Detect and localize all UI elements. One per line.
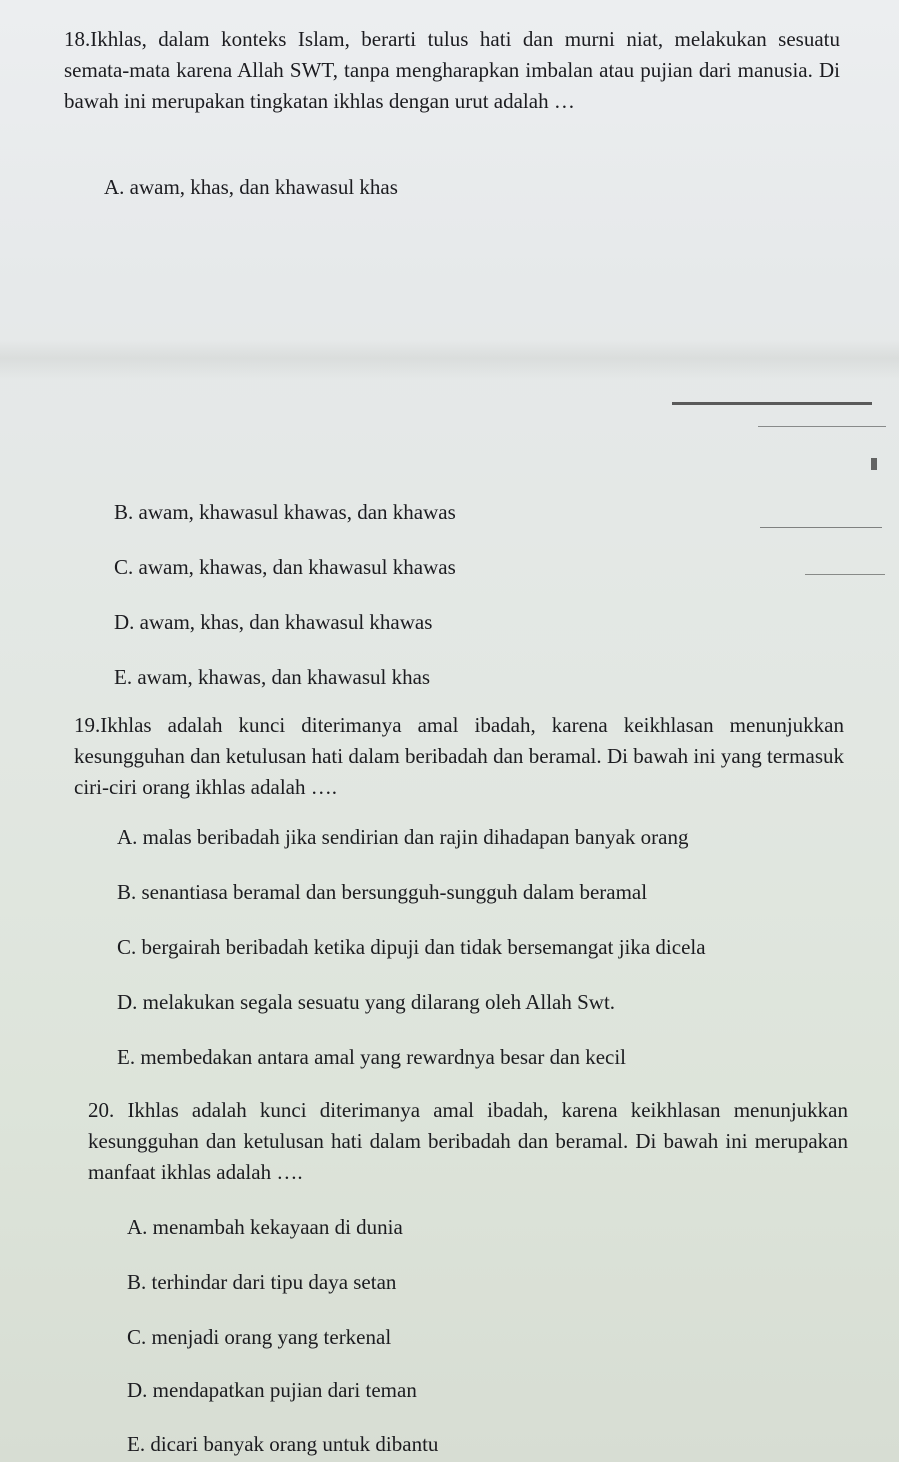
question-19-text bbox=[74, 710, 844, 803]
question-19-option-e[interactable]: E. membedakan antara amal yang rewardnya besar dan kecil bbox=[117, 1045, 627, 1069]
question-body: Ikhlas adalah kunci diterimanya amal ibadah, karena keikhlasan menunjukkan kesungguhan dan ketulusan hati dalam beribadah dan beramal. Di bawah ini merupakan manfaat ikhlas adalah …. bbox=[88, 1098, 848, 1184]
question-18-option-c[interactable]: C. awam, khawas, dan khawasul khawas bbox=[114, 555, 456, 579]
ink-mark bbox=[805, 574, 885, 575]
question-20-option-d[interactable]: D. mendapatkan pujian dari teman bbox=[127, 1378, 417, 1402]
question-number: 20. bbox=[88, 1098, 115, 1122]
question-20-option-e[interactable]: E. dicari banyak orang untuk dibantu bbox=[127, 1432, 439, 1456]
question-18-option-e[interactable]: E. awam, khawas, dan khawasul khas bbox=[114, 665, 431, 689]
question-18-option-a[interactable]: A. awam, khas, dan khawasul khas bbox=[104, 175, 398, 199]
question-20 bbox=[88, 1095, 848, 1188]
question-18-option-d[interactable]: D. awam, khas, dan khawasul khawas bbox=[114, 610, 433, 634]
question-body: Ikhlas, dalam konteks Islam, berarti tulus hati dan murni niat, melakukan sesuatu semata-mata karena Allah SWT, tanpa mengharapkan imbalan atau pujian dari manusia. Di bawah ini merupakan tingkatan ikhlas dengan urut adalah … bbox=[64, 27, 840, 113]
question-19-option-a[interactable]: A. malas beribadah jika sendirian dan rajin dihadapan banyak orang bbox=[117, 825, 689, 849]
question-19-option-b[interactable]: B. senantiasa beramal dan bersungguh-sungguh dalam beramal bbox=[117, 880, 648, 904]
question-20-text bbox=[88, 1095, 848, 1188]
ink-mark bbox=[871, 458, 877, 470]
paper-fold-shadow bbox=[0, 340, 899, 380]
ink-mark bbox=[672, 402, 872, 405]
question-20-option-a[interactable]: A. menambah kekayaan di dunia bbox=[127, 1215, 403, 1239]
question-18-option-b[interactable]: B. awam, khawasul khawas, dan khawas bbox=[114, 500, 456, 524]
question-body: Ikhlas adalah kunci diterimanya amal ibadah, karena keikhlasan menunjukkan kesungguhan dan ketulusan hati dalam beribadah dan beramal. Di bawah ini yang termasuk ciri-ciri orang ikhlas adalah …. bbox=[74, 713, 844, 799]
question-18-text bbox=[64, 24, 840, 117]
ink-mark bbox=[760, 527, 882, 528]
question-20-option-c[interactable]: C. menjadi orang yang terkenal bbox=[127, 1325, 392, 1349]
question-number: 18. bbox=[64, 27, 91, 51]
question-19-option-d[interactable]: D. melakukan segala sesuatu yang dilarang oleh Allah Swt. bbox=[117, 990, 616, 1014]
question-19 bbox=[74, 710, 844, 803]
question-19-option-c[interactable]: C. bergairah beribadah ketika dipuji dan tidak bersemangat jika dicela bbox=[117, 935, 706, 959]
ink-mark bbox=[758, 426, 886, 427]
question-number: 19. bbox=[74, 713, 101, 737]
question-20-option-b[interactable]: B. terhindar dari tipu daya setan bbox=[127, 1270, 397, 1294]
question-18 bbox=[64, 24, 840, 117]
